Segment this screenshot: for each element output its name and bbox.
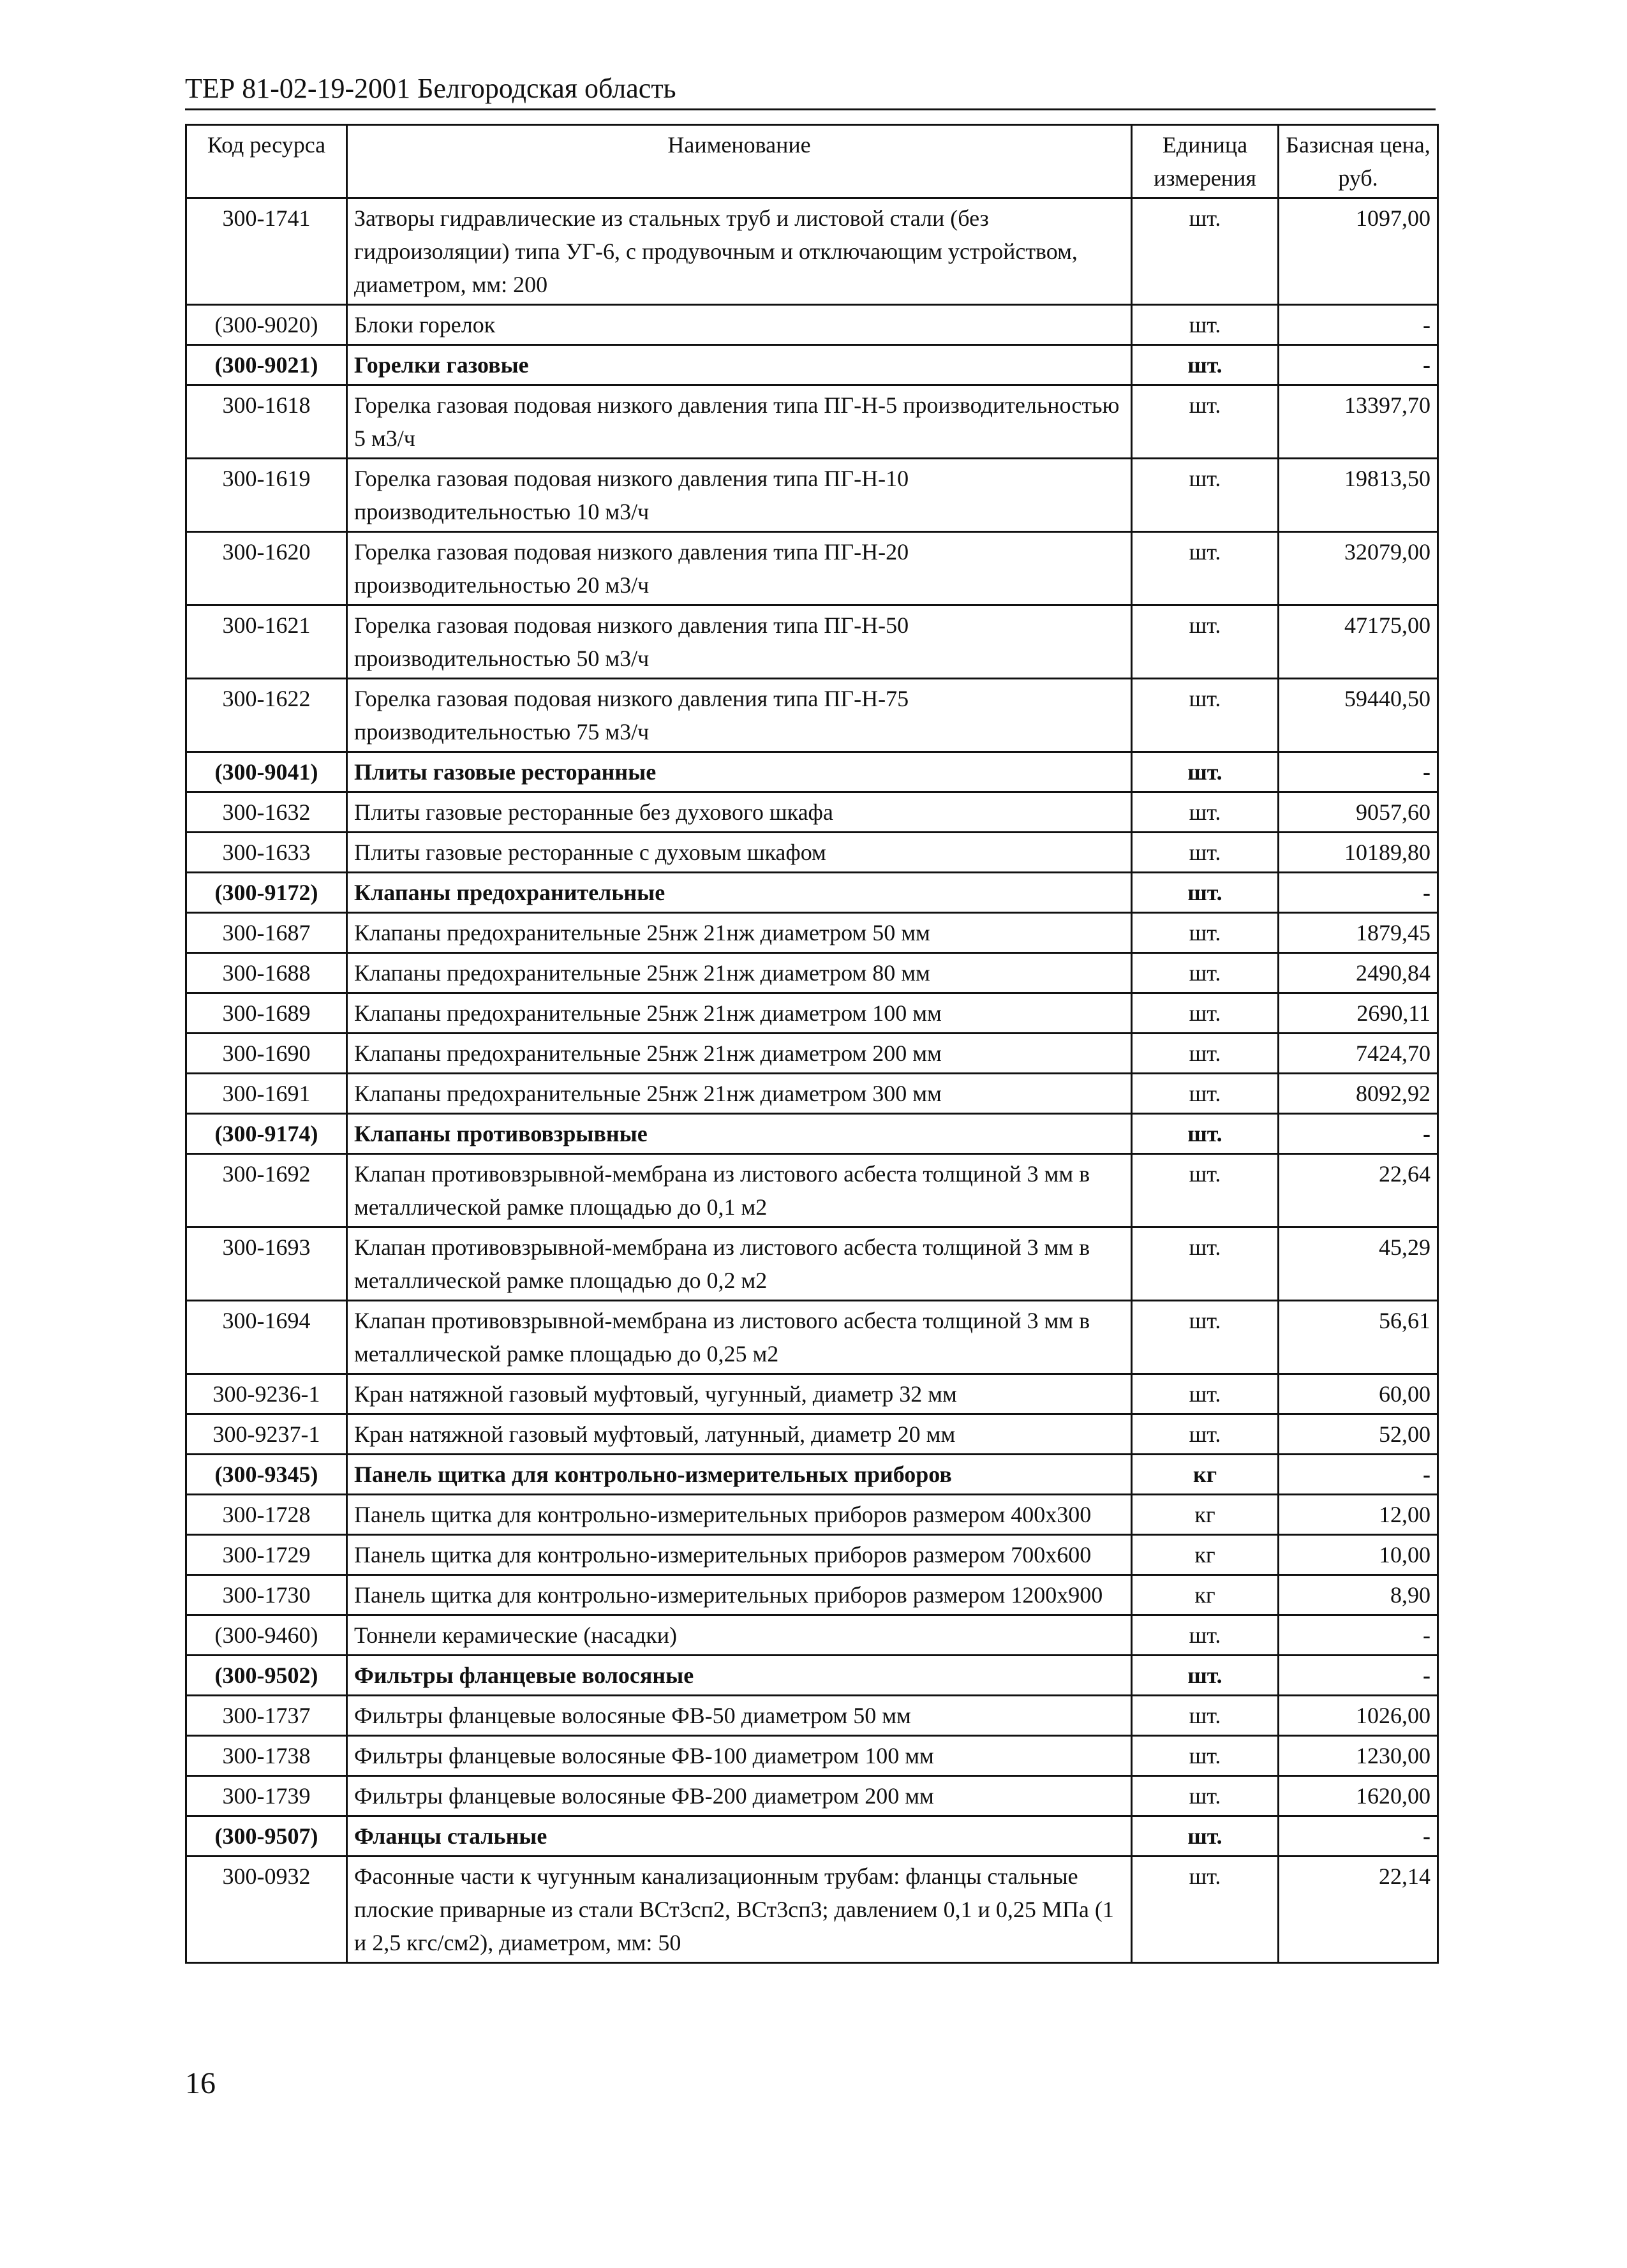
cell-code: (300-9041) xyxy=(186,752,347,792)
cell-unit: кг xyxy=(1132,1495,1279,1535)
cell-price: 7424,70 xyxy=(1279,1034,1438,1074)
cell-name: Тоннели керамические (насадки) xyxy=(347,1615,1132,1656)
table-row xyxy=(186,1414,1438,1455)
cell-price: 1026,00 xyxy=(1279,1696,1438,1736)
table-row xyxy=(186,1776,1438,1816)
cell-name: Кран натяжной газовый муфтовый, чугунный, диаметр 32 мм xyxy=(347,1374,1132,1414)
cell-unit: шт. xyxy=(1132,953,1279,993)
cell-name: Горелки газовые xyxy=(347,345,1132,385)
cell-price: 1620,00 xyxy=(1279,1776,1438,1816)
table-row xyxy=(186,679,1438,752)
cell-name: Кран натяжной газовый муфтовый, латунный, диаметр 20 мм xyxy=(347,1414,1132,1455)
cell-code: 300-1694 xyxy=(186,1301,347,1374)
cell-price: 8092,92 xyxy=(1279,1074,1438,1114)
cell-price: 60,00 xyxy=(1279,1374,1438,1414)
table-group-row xyxy=(186,1455,1438,1495)
cell-unit: кг xyxy=(1132,1535,1279,1575)
cell-name: Фильтры фланцевые волосяные ФВ-200 диаметром 200 мм xyxy=(347,1776,1132,1816)
cell-name: Клапан противовзрывной-мембрана из листового асбеста толщиной 3 мм в металлической рамке площадью до 0,25 м2 xyxy=(347,1301,1132,1374)
table-row xyxy=(186,1154,1438,1227)
cell-code: 300-1621 xyxy=(186,605,347,679)
table-row xyxy=(186,1535,1438,1575)
table-row xyxy=(186,1857,1438,1963)
cell-unit: шт. xyxy=(1132,459,1279,532)
cell-code: 300-1690 xyxy=(186,1034,347,1074)
cell-price: 2690,11 xyxy=(1279,993,1438,1034)
cell-price: 22,64 xyxy=(1279,1154,1438,1227)
table-row xyxy=(186,198,1438,305)
cell-unit: шт. xyxy=(1132,385,1279,459)
cell-name: Клапаны предохранительные 25нж 21нж диаметром 50 мм xyxy=(347,913,1132,953)
cell-name: Горелка газовая подовая низкого давления типа ПГ-Н-5 производительностью 5 м3/ч xyxy=(347,385,1132,459)
cell-code: (300-9502) xyxy=(186,1656,347,1696)
cell-unit: шт. xyxy=(1132,679,1279,752)
cell-unit: шт. xyxy=(1132,1736,1279,1776)
cell-code: 300-1729 xyxy=(186,1535,347,1575)
cell-price: - xyxy=(1279,1816,1438,1857)
cell-name: Фланцы стальные xyxy=(347,1816,1132,1857)
cell-price: 2490,84 xyxy=(1279,953,1438,993)
cell-name: Панель щитка для контрольно-измерительных приборов размером 700х600 xyxy=(347,1535,1132,1575)
cell-price: - xyxy=(1279,1615,1438,1656)
table-header-row xyxy=(186,125,1438,198)
cell-price: 47175,00 xyxy=(1279,605,1438,679)
cell-code: (300-9345) xyxy=(186,1455,347,1495)
cell-price: 52,00 xyxy=(1279,1414,1438,1455)
cell-code: 300-1622 xyxy=(186,679,347,752)
table-row xyxy=(186,1575,1438,1615)
cell-price: - xyxy=(1279,305,1438,345)
cell-price: - xyxy=(1279,1656,1438,1696)
cell-unit: шт. xyxy=(1132,1154,1279,1227)
cell-unit: шт. xyxy=(1132,1227,1279,1301)
cell-name: Затворы гидравлические из стальных труб и листовой стали (без гидроизоляции) типа УГ-6, с продувочным и отключающим устройством, диаметром, мм: 200 xyxy=(347,198,1132,305)
table-row xyxy=(186,532,1438,605)
cell-name: Панель щитка для контрольно-измерительных приборов размером 400х300 xyxy=(347,1495,1132,1535)
cell-price: 32079,00 xyxy=(1279,532,1438,605)
cell-code: 300-1739 xyxy=(186,1776,347,1816)
document-title: ТЕР 81-02-19-2001 Белгородская область xyxy=(185,73,676,104)
cell-unit: шт. xyxy=(1132,993,1279,1034)
cell-code: 300-1741 xyxy=(186,198,347,305)
cell-name: Фильтры фланцевые волосяные xyxy=(347,1656,1132,1696)
cell-unit: шт. xyxy=(1132,1696,1279,1736)
cell-name: Плиты газовые ресторанные с духовым шкафом xyxy=(347,833,1132,873)
table-row xyxy=(186,1034,1438,1074)
table-row xyxy=(186,1227,1438,1301)
cell-unit: шт. xyxy=(1132,833,1279,873)
page-number: 16 xyxy=(185,2066,216,2100)
cell-name: Панель щитка для контрольно-измерительных приборов xyxy=(347,1455,1132,1495)
table-group-row xyxy=(186,873,1438,913)
table-row xyxy=(186,792,1438,833)
cell-name: Плиты газовые ресторанные без духового шкафа xyxy=(347,792,1132,833)
table-row xyxy=(186,913,1438,953)
cell-price: 10189,80 xyxy=(1279,833,1438,873)
table-row xyxy=(186,605,1438,679)
cell-name: Клапаны предохранительные 25нж 21нж диаметром 200 мм xyxy=(347,1034,1132,1074)
table-row xyxy=(186,993,1438,1034)
cell-price: 10,00 xyxy=(1279,1535,1438,1575)
cell-unit: шт. xyxy=(1132,873,1279,913)
cell-code: 300-1691 xyxy=(186,1074,347,1114)
cell-code: 300-1693 xyxy=(186,1227,347,1301)
cell-code: 300-1692 xyxy=(186,1154,347,1227)
cell-code: (300-9020) xyxy=(186,305,347,345)
table-row xyxy=(186,1696,1438,1736)
cell-name: Фильтры фланцевые волосяные ФВ-50 диаметром 50 мм xyxy=(347,1696,1132,1736)
cell-unit: шт. xyxy=(1132,305,1279,345)
cell-name: Клапан противовзрывной-мембрана из листового асбеста толщиной 3 мм в металлической рамке площадью до 0,1 м2 xyxy=(347,1154,1132,1227)
table-group-row xyxy=(186,1114,1438,1154)
cell-code: 300-1728 xyxy=(186,1495,347,1535)
cell-name: Горелка газовая подовая низкого давления типа ПГ-Н-75 производительностью 75 м3/ч xyxy=(347,679,1132,752)
cell-code: 300-9237-1 xyxy=(186,1414,347,1455)
cell-unit: шт. xyxy=(1132,1414,1279,1455)
cell-price: 12,00 xyxy=(1279,1495,1438,1535)
cell-price: 59440,50 xyxy=(1279,679,1438,752)
cell-name: Блоки горелок xyxy=(347,305,1132,345)
page-header xyxy=(185,69,1436,110)
cell-price: - xyxy=(1279,1114,1438,1154)
cell-code: 300-1738 xyxy=(186,1736,347,1776)
table-row xyxy=(186,1736,1438,1776)
cell-unit: шт. xyxy=(1132,913,1279,953)
cell-price: 45,29 xyxy=(1279,1227,1438,1301)
cell-price: 56,61 xyxy=(1279,1301,1438,1374)
cell-code: 300-1619 xyxy=(186,459,347,532)
cell-name: Горелка газовая подовая низкого давления типа ПГ-Н-50 производительностью 50 м3/ч xyxy=(347,605,1132,679)
cell-unit: шт. xyxy=(1132,1656,1279,1696)
cell-name: Клапаны предохранительные 25нж 21нж диаметром 300 мм xyxy=(347,1074,1132,1114)
cell-unit: шт. xyxy=(1132,1615,1279,1656)
cell-unit: шт. xyxy=(1132,1114,1279,1154)
cell-price: - xyxy=(1279,1455,1438,1495)
cell-name: Клапаны предохранительные xyxy=(347,873,1132,913)
column-header-name: Наименование xyxy=(347,125,1132,198)
table-row xyxy=(186,385,1438,459)
cell-price: - xyxy=(1279,345,1438,385)
table-row xyxy=(186,1301,1438,1374)
column-header-code: Код ресурса xyxy=(186,125,347,198)
cell-price: 9057,60 xyxy=(1279,792,1438,833)
cell-code: 300-1632 xyxy=(186,792,347,833)
table-row xyxy=(186,833,1438,873)
cell-code: 300-0932 xyxy=(186,1857,347,1963)
cell-unit: шт. xyxy=(1132,1074,1279,1114)
cell-price: 1230,00 xyxy=(1279,1736,1438,1776)
cell-name: Плиты газовые ресторанные xyxy=(347,752,1132,792)
cell-name: Клапаны противовзрывные xyxy=(347,1114,1132,1154)
cell-name: Клапаны предохранительные 25нж 21нж диаметром 100 мм xyxy=(347,993,1132,1034)
cell-code: 300-1633 xyxy=(186,833,347,873)
cell-unit: шт. xyxy=(1132,532,1279,605)
cell-unit: шт. xyxy=(1132,792,1279,833)
cell-name: Фильтры фланцевые волосяные ФВ-100 диаметром 100 мм xyxy=(347,1736,1132,1776)
table-row xyxy=(186,1074,1438,1114)
cell-code: 300-9236-1 xyxy=(186,1374,347,1414)
cell-price: 13397,70 xyxy=(1279,385,1438,459)
cell-price: 1097,00 xyxy=(1279,198,1438,305)
cell-unit: шт. xyxy=(1132,1857,1279,1963)
table-row xyxy=(186,1615,1438,1656)
cell-unit: шт. xyxy=(1132,1776,1279,1816)
cell-code: 300-1688 xyxy=(186,953,347,993)
table-group-row xyxy=(186,1656,1438,1696)
cell-name: Панель щитка для контрольно-измерительных приборов размером 1200х900 xyxy=(347,1575,1132,1615)
cell-code: 300-1620 xyxy=(186,532,347,605)
cell-code: (300-9460) xyxy=(186,1615,347,1656)
cell-price: 19813,50 xyxy=(1279,459,1438,532)
cell-price: - xyxy=(1279,873,1438,913)
cell-code: 300-1687 xyxy=(186,913,347,953)
cell-unit: шт. xyxy=(1132,198,1279,305)
cell-price: 1879,45 xyxy=(1279,913,1438,953)
table-row xyxy=(186,1495,1438,1535)
table-group-row xyxy=(186,752,1438,792)
cell-unit: шт. xyxy=(1132,1034,1279,1074)
cell-name: Горелка газовая подовая низкого давления типа ПГ-Н-10 производительностью 10 м3/ч xyxy=(347,459,1132,532)
cell-unit: кг xyxy=(1132,1575,1279,1615)
cell-code: (300-9021) xyxy=(186,345,347,385)
column-header-unit: Единица измерения xyxy=(1132,125,1279,198)
table-group-row xyxy=(186,345,1438,385)
cell-price: 22,14 xyxy=(1279,1857,1438,1963)
table-row xyxy=(186,459,1438,532)
cell-code: (300-9174) xyxy=(186,1114,347,1154)
cell-unit: шт. xyxy=(1132,1374,1279,1414)
cell-unit: шт. xyxy=(1132,1301,1279,1374)
cell-code: 300-1730 xyxy=(186,1575,347,1615)
cell-code: (300-9172) xyxy=(186,873,347,913)
cell-code: 300-1737 xyxy=(186,1696,347,1736)
cell-unit: шт. xyxy=(1132,1816,1279,1857)
cell-unit: кг xyxy=(1132,1455,1279,1495)
cell-price: - xyxy=(1279,752,1438,792)
cell-unit: шт. xyxy=(1132,752,1279,792)
cell-name: Горелка газовая подовая низкого давления типа ПГ-Н-20 производительностью 20 м3/ч xyxy=(347,532,1132,605)
table-group-row xyxy=(186,1816,1438,1857)
table-body xyxy=(186,198,1438,1963)
table-row xyxy=(186,953,1438,993)
table-row xyxy=(186,305,1438,345)
resource-price-table xyxy=(185,124,1439,1964)
table-row xyxy=(186,1374,1438,1414)
cell-code: (300-9507) xyxy=(186,1816,347,1857)
cell-price: 8,90 xyxy=(1279,1575,1438,1615)
cell-code: 300-1689 xyxy=(186,993,347,1034)
cell-name: Клапаны предохранительные 25нж 21нж диаметром 80 мм xyxy=(347,953,1132,993)
column-header-price: Базисная цена, руб. xyxy=(1279,125,1438,198)
cell-unit: шт. xyxy=(1132,345,1279,385)
cell-unit: шт. xyxy=(1132,605,1279,679)
cell-name: Фасонные части к чугунным канализационным трубам: фланцы стальные плоские приварные из стали ВСт3сп2, ВСт3сп3; давлением 0,1 и 0,25 МПа (1 и 2,5 кгс/см2), диаметром, мм: 50 xyxy=(347,1857,1132,1963)
cell-name: Клапан противовзрывной-мембрана из листового асбеста толщиной 3 мм в металлической рамке площадью до 0,2 м2 xyxy=(347,1227,1132,1301)
cell-code: 300-1618 xyxy=(186,385,347,459)
